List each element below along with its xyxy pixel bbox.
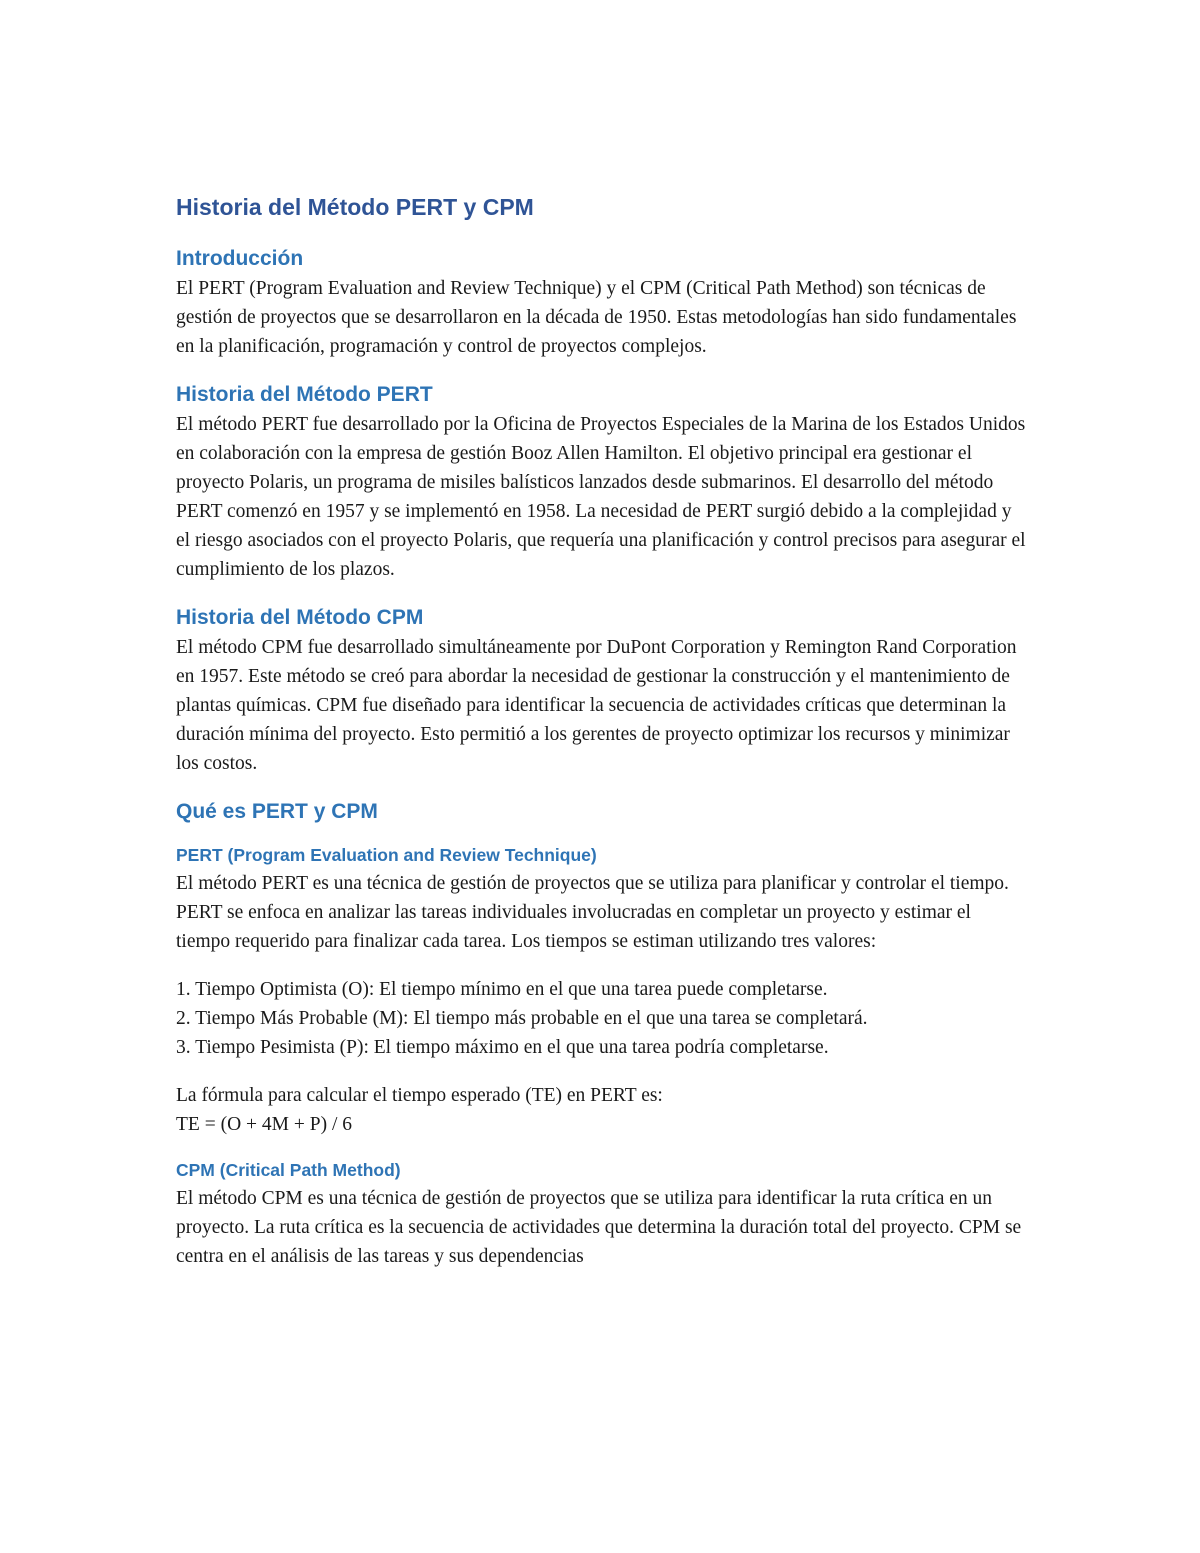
heading-pert-history: Historia del Método PERT: [176, 383, 433, 406]
heading-cpm-history: Historia del Método CPM: [176, 606, 424, 629]
paragraph-pert-history: El método PERT fue desarrollado por la Oficina de Proyectos Especiales de la Marina de los Estados Unidos en colaboración con la empresa de gestión Booz Allen Hamilton. El objetivo principal era gestionar el proyecto Polaris, un programa de misiles balísticos lanzados desde submarinos. El desarrollo del método PERT comenzó en 1957 y se implementó en 1958. La necesidad de PERT surgió debido a la complejidad y el riesgo asociados con el proyecto Polaris, que requería una planificación y control precisos para asegurar el cumplimiento de los plazos.: [176, 414, 1026, 580]
formula: TE = (O + 4M + P) / 6: [176, 1114, 352, 1135]
paragraph-cpm-history: El método CPM fue desarrollado simultáneamente por DuPont Corporation y Remington Rand Corporation en 1957. Este método se creó para abordar la necesidad de gestionar la construcción y el mantenimiento de plantas químicas. CPM fue diseñado para identificar la secuencia de actividades críticas que determinan la duración mínima del proyecto. Esto permitió a los gerentes de proyecto optimizar los recursos y minimizar los costos.: [176, 637, 1017, 774]
heading-cpm-definition: CPM (Critical Path Method): [176, 1160, 401, 1180]
document-title: Historia del Método PERT y CPM: [176, 194, 534, 220]
list-item: 2. Tiempo Más Probable (M): El tiempo más probable en el que una tarea se completará.: [176, 1008, 868, 1029]
section-cpm-history: [176, 603, 1026, 778]
heading-introduction: Introducción: [176, 247, 304, 270]
pert-estimates-list: [176, 975, 1026, 1062]
paragraph-introduction: El PERT (Program Evaluation and Review Technique) y el CPM (Critical Path Method) son técnicas de gestión de proyectos que se desarrollaron en la década de 1950. Estas metodologías han sido fundamentales en la planificación, programación y control de proyectos complejos.: [176, 278, 1017, 357]
formula-intro: La fórmula para calcular el tiempo esperado (TE) en PERT es:: [176, 1085, 663, 1106]
paragraph-cpm-definition: El método CPM es una técnica de gestión de proyectos que se utiliza para identificar la ruta crítica en un proyecto. La ruta crítica es la secuencia de actividades que determina la duración total del proyecto. CPM se centra en el análisis de las tareas y sus dependencias: [176, 1188, 1022, 1267]
document-page: [176, 190, 1026, 1271]
heading-pert-definition: PERT (Program Evaluation and Review Technique): [176, 845, 597, 865]
section-what-is: [176, 797, 1026, 1271]
section-pert-history: [176, 380, 1026, 584]
list-item: 1. Tiempo Optimista (O): El tiempo mínimo en el que una tarea puede completarse.: [176, 979, 828, 1000]
section-introduction: [176, 244, 1026, 361]
formula-block: [176, 1081, 1026, 1139]
list-item: 3. Tiempo Pesimista (P): El tiempo máximo en el que una tarea podría completarse.: [176, 1037, 829, 1058]
paragraph-pert-definition: El método PERT es una técnica de gestión de proyectos que se utiliza para planificar y controlar el tiempo. PERT se enfoca en analizar las tareas individuales involucradas en completar un proyecto y estimar el tiempo requerido para finalizar cada tarea. Los tiempos se estiman utilizando tres valores:: [176, 873, 1009, 952]
heading-what-is: Qué es PERT y CPM: [176, 800, 378, 823]
